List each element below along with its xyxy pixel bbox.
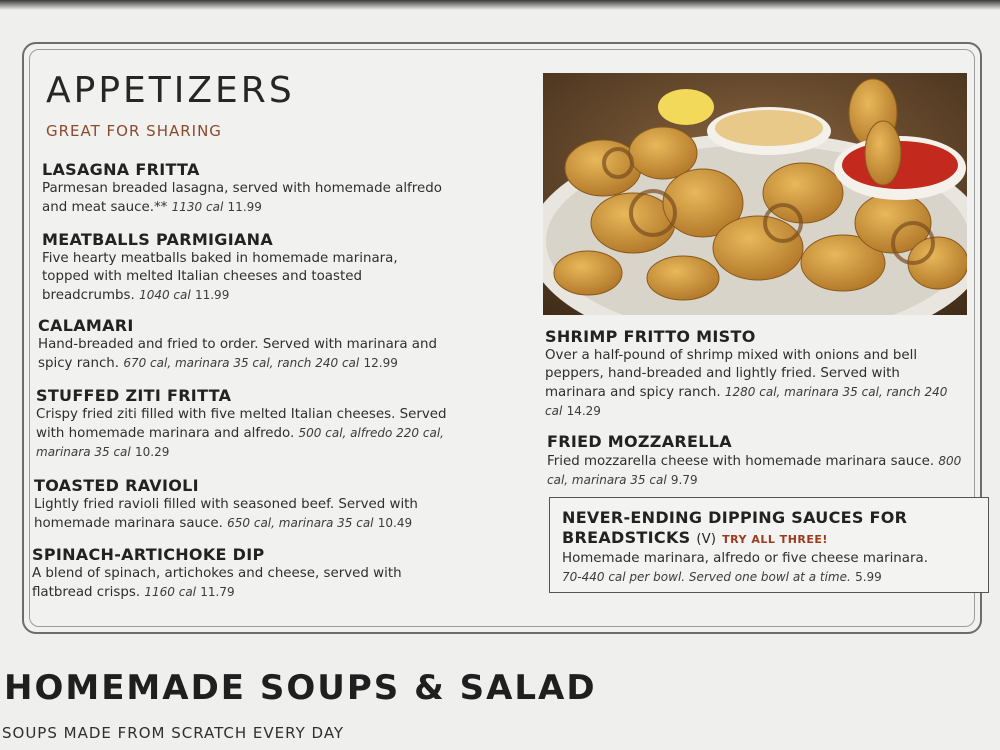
menu-item-toasted-ravioli xyxy=(34,476,474,533)
item-desc-text: Five hearty meatballs baked in homemade marinara, topped with melted Italian cheeses and toasted breadcrumbs. xyxy=(42,251,398,303)
item-desc-text: Parmesan breaded lasagna, served with homemade alfredo and meat sauce.** xyxy=(42,181,442,215)
item-calories: 70-440 cal per bowl. Served one bowl at a time. xyxy=(562,570,851,584)
menu-item-dipping-sauces xyxy=(562,508,978,587)
item-desc-text: A blend of spinach, artichokes and cheese, served with flatbread crisps. xyxy=(32,566,402,600)
shrimp-fritto-misto-photo xyxy=(543,73,967,315)
item-name: FRIED MOZZARELLA xyxy=(547,432,732,451)
try-all-callout: TRY ALL THREE! xyxy=(722,533,828,546)
item-calories: 1160 cal xyxy=(144,585,197,599)
menu-top-shadow xyxy=(0,0,1000,10)
item-name: SPINACH-ARTICHOKE DIP xyxy=(32,545,265,564)
dipping-sauces-box xyxy=(549,497,989,593)
item-calories: 800 cal, marinara 35 cal xyxy=(547,454,962,487)
item-name: STUFFED ZITI FRITTA xyxy=(36,386,232,405)
menu-item-fried-mozzarella xyxy=(547,432,967,490)
item-price: 9.79 xyxy=(670,473,698,487)
item-desc-text: Over a half-pound of shrimp mixed with onions and bell peppers, hand-breaded and lightly fried. Served with marinara and spicy ranch. xyxy=(545,348,918,400)
item-description xyxy=(38,336,458,373)
menu-item-shrimp-fritto-misto xyxy=(545,327,965,421)
food-photo-illustration xyxy=(543,73,967,315)
item-price: 11.79 xyxy=(200,585,235,599)
item-description xyxy=(36,406,456,462)
item-calories: 500 cal, alfredo 220 cal, marinara 35 cal xyxy=(36,426,444,459)
item-description xyxy=(42,180,442,217)
item-calories: 1040 cal xyxy=(139,288,191,302)
vegetarian-tag: (V) xyxy=(696,532,717,547)
item-price: 14.29 xyxy=(566,404,601,418)
menu-item-spinach-artichoke-dip xyxy=(32,545,452,602)
item-description xyxy=(42,250,442,305)
item-calories: 1280 cal, marinara 35 cal, ranch 240 cal xyxy=(545,385,948,418)
item-name: TOASTED RAVIOLI xyxy=(34,476,199,495)
section-subtitle: GREAT FOR SHARING xyxy=(46,122,222,140)
menu-item-stuffed-ziti-fritta xyxy=(36,386,456,462)
item-price: 11.99 xyxy=(227,200,262,214)
item-name: SHRIMP FRITTO MISTO xyxy=(545,327,756,346)
item-description xyxy=(32,565,452,602)
item-name xyxy=(562,508,978,550)
item-description xyxy=(545,347,965,421)
item-desc-text: Homemade marinara, alfredo or five cheese marinara. xyxy=(562,551,928,566)
item-desc-text: Fried mozzarella cheese with homemade marinara sauce. xyxy=(547,454,935,469)
item-name: CALAMARI xyxy=(38,316,134,335)
item-price: 10.29 xyxy=(135,445,170,459)
item-price: 11.99 xyxy=(194,288,230,302)
item-desc-text: Hand-breaded and fried to order. Served with marinara and spicy ranch. xyxy=(38,337,437,371)
menu-item-calamari xyxy=(38,316,458,373)
item-description xyxy=(34,496,474,533)
item-calories: 650 cal, marinara 35 cal xyxy=(227,516,374,530)
item-price: 5.99 xyxy=(855,570,882,584)
section-title: APPETIZERS xyxy=(46,70,295,111)
item-calories: 1130 cal xyxy=(171,200,224,214)
item-calories: 670 cal, marinara 35 cal, ranch 240 cal xyxy=(123,356,360,370)
item-price: 12.99 xyxy=(363,356,398,370)
menu-item-lasagna-fritta xyxy=(42,160,442,217)
sauce-title: NEVER-ENDING DIPPING SAUCES FOR BREADSTICKS xyxy=(562,508,908,547)
item-description xyxy=(562,550,978,587)
item-price: 10.49 xyxy=(377,516,413,530)
next-section-title: HOMEMADE SOUPS & SALAD xyxy=(4,668,597,708)
menu-item-meatballs-parmigiana xyxy=(42,230,442,305)
item-name: LASAGNA FRITTA xyxy=(42,160,200,179)
item-desc-text: Lightly fried ravioli filled with seasoned beef. Served with homemade marinara sauce. xyxy=(34,497,418,531)
item-name: MEATBALLS PARMIGIANA xyxy=(42,230,274,249)
next-section-subtitle: SOUPS MADE FROM SCRATCH EVERY DAY xyxy=(2,724,345,742)
item-description xyxy=(547,452,967,490)
item-desc-text: Crispy fried ziti filled with five melted Italian cheeses. Served with homemade marinara and alfredo. xyxy=(36,407,447,441)
